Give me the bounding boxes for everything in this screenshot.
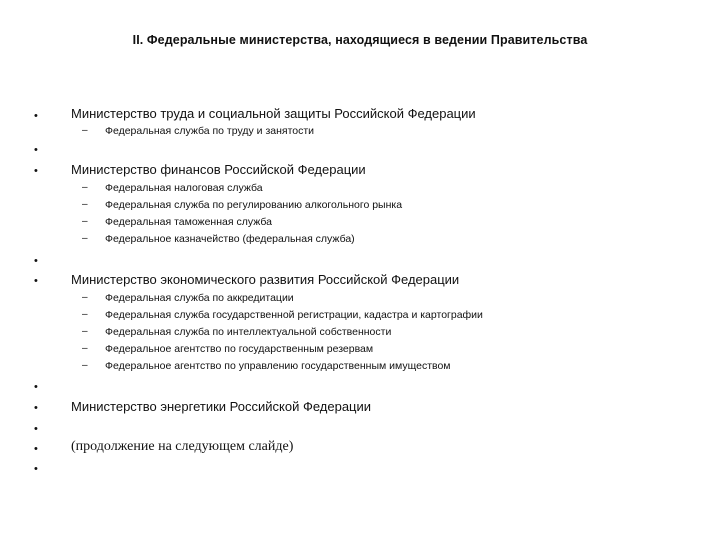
continuation-note: (продолжение на следующем слайде) <box>71 439 294 454</box>
slide-title: II. Федеральные министерства, находящиеся в ведении Правительства <box>132 33 588 47</box>
bullet: • <box>34 255 38 267</box>
dash: – <box>82 216 88 227</box>
bullet: • <box>34 165 38 177</box>
service-item: Федеральное агентство по государственным резервам <box>105 343 374 355</box>
bullet: • <box>34 381 38 393</box>
ministry-labor: Министерство труда и социальной защиты Российской Федерации <box>71 106 476 121</box>
bullet: • <box>34 443 38 455</box>
dash: – <box>82 343 88 354</box>
dash: – <box>82 292 88 303</box>
service-item: Федеральная служба государственной регистрации, кадастра и картографии <box>105 309 483 321</box>
service-item: Федеральная служба по труду и занятости <box>105 125 315 137</box>
bullet: • <box>34 402 38 414</box>
service-item: Федеральная служба по аккредитации <box>105 292 294 304</box>
bullet: • <box>34 275 38 287</box>
ministry-finance: Министерство финансов Российской Федерации <box>71 162 366 177</box>
ministry-economy: Министерство экономического развития Российской Федерации <box>71 272 460 287</box>
service-item: Федеральное казначейство (федеральная служба) <box>105 233 355 245</box>
service-item: Федеральная таможенная служба <box>105 216 272 228</box>
bullet: • <box>34 463 38 475</box>
dash: – <box>82 182 88 193</box>
dash: – <box>82 309 88 320</box>
service-item: Федеральная налоговая служба <box>105 182 263 194</box>
service-item: Федеральное агентство по управлению государственным имуществом <box>105 360 451 372</box>
bullet: • <box>34 110 38 122</box>
dash: – <box>82 360 88 371</box>
dash: – <box>82 199 88 210</box>
dash: – <box>82 233 88 244</box>
bullet: • <box>34 144 38 156</box>
service-item: Федеральная служба по регулированию алкогольного рынка <box>105 199 403 211</box>
dash: – <box>82 125 88 136</box>
dash: – <box>82 326 88 337</box>
bullet: • <box>34 423 38 435</box>
service-item: Федеральная служба по интеллектуальной собственности <box>105 326 392 338</box>
ministry-energy: Министерство энергетики Российской Федерации <box>71 399 372 414</box>
